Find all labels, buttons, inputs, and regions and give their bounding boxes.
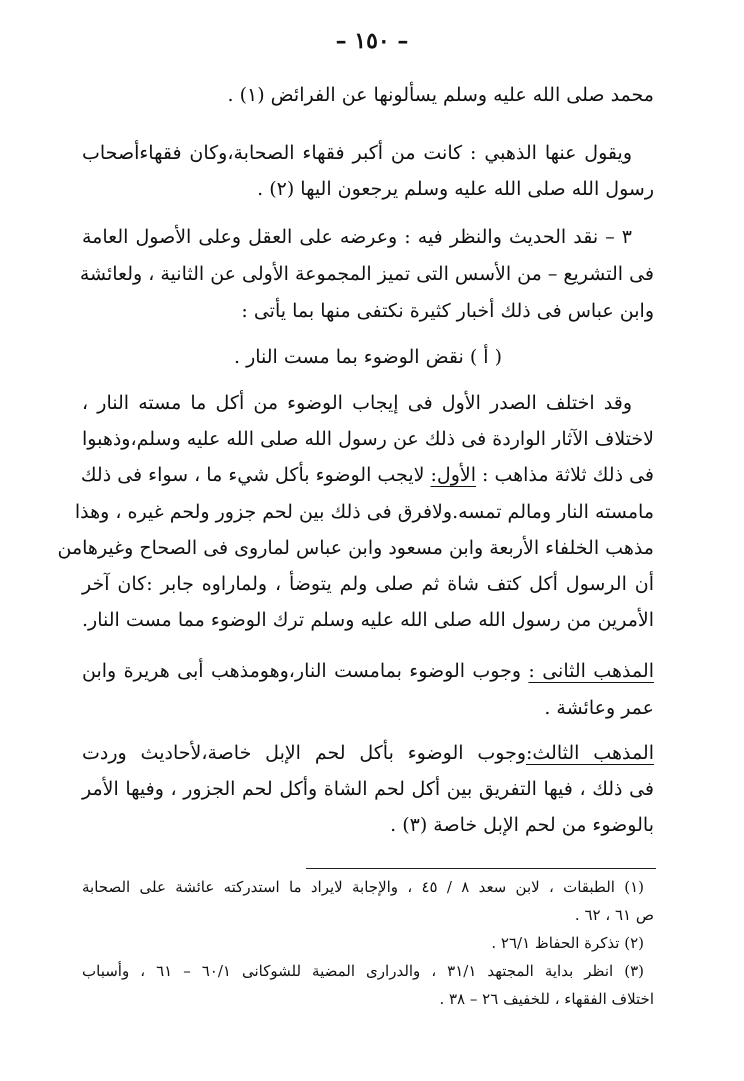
footnote-line: (٢) تذكرة الحفاظ ٢٦/١ . <box>491 934 644 952</box>
doctrine-label-second: المذهب الثانى : <box>528 660 654 682</box>
body-line: وابن عباس فى ذلك أخبار كثيرة نكتفى منها بما يأتى : <box>241 300 654 322</box>
body-line <box>82 738 654 768</box>
body-line: محمد صلى الله عليه وسلم يسألونها عن الفرائض (١) . <box>227 84 654 106</box>
body-line: مامسته النار ومالم تمسه.ولافرق فى ذلك بين لحم جزور ولحم غيره ، وهذا <box>74 501 654 523</box>
body-line: فى ذلك ، فيها التفريق بين أكل لحم الشاة وأكل لحم الجزور ، وفيها الأمر <box>82 778 654 800</box>
body-line: عمر وعائشة . <box>544 697 654 719</box>
body-text: وجوب الوضوء بأكل لحم الإبل خاصة،لأحاديث وردت <box>82 742 526 764</box>
body-text: لايجب الوضوء بأكل شيء ما ، سواء فى ذلك <box>80 464 431 486</box>
footnote-line: (١) الطبقات ، لابن سعد ٨ / ٤٥ ، والإجابة لايراد ما استدركته عائشة على الصحابة <box>82 878 644 896</box>
body-text: فى ذلك ثلاثة مذاهب : <box>476 464 654 486</box>
body-line: ويقول عنها الذهبي : كانت من أكبر فقهاء الصحابة،وكان فقهاءأصحاب <box>82 142 632 164</box>
doctrine-label-third: المذهب الثالث: <box>526 742 654 764</box>
section-heading: ( أ ) نقض الوضوء بما مست النار . <box>233 346 502 368</box>
body-line: ٣ – نقد الحديث والنظر فيه : وعرضه على العقل وعلى الأصول العامة <box>82 226 632 248</box>
body-line: رسول الله صلى الله عليه وسلم يرجعون اليها (٢) . <box>257 178 654 200</box>
body-line: أن الرسول أكل كتف شاة ثم صلى ولم يتوضأ ، ولماراوه جابر :كان آخر <box>82 573 654 595</box>
body-line <box>82 656 654 686</box>
body-line: الأمرين من رسول الله صلى الله عليه وسلم ترك الوضوء مما مست النار. <box>82 609 654 631</box>
body-line: فى التشريع – من الأسس التى تميز المجموعة الأولى عن الثانية ، ولعائشة <box>79 263 654 285</box>
page-number: – ١٥٠ – <box>335 28 409 54</box>
footnote-line: اختلاف الفقهاء ، للخفيف ٢٦ – ٣٨ . <box>439 990 654 1008</box>
body-line: مذهب الخلفاء الأربعة وابن مسعود وابن عباس لماروى فى الصحاح وغيرهامن <box>57 537 654 559</box>
body-line <box>82 460 654 490</box>
body-text: وجوب الوضوء بمامست النار،وهومذهب أبى هريرة وابن <box>82 660 529 682</box>
body-line: وقد اختلف الصدر الأول فى إيجاب الوضوء من أكل ما مسته النار ، <box>82 392 632 414</box>
body-line: بالوضوء من لحم الإبل خاصة (٣) . <box>390 814 654 836</box>
footnote-line: (٣) انظر بداية المجتهد ٣١/١ ، والدرارى المضية للشوكانى ٦٠/١ – ٦١ ، وأسباب <box>82 962 644 980</box>
footnote-divider <box>306 868 656 869</box>
doctrine-label-first: الأول: <box>430 464 476 486</box>
footnote-line: ص ٦١ ، ٦٢ . <box>574 906 654 924</box>
body-line: لاختلاف الآثار الواردة فى ذلك عن رسول الله صلى الله عليه وسلم،وذهبوا <box>82 428 654 450</box>
